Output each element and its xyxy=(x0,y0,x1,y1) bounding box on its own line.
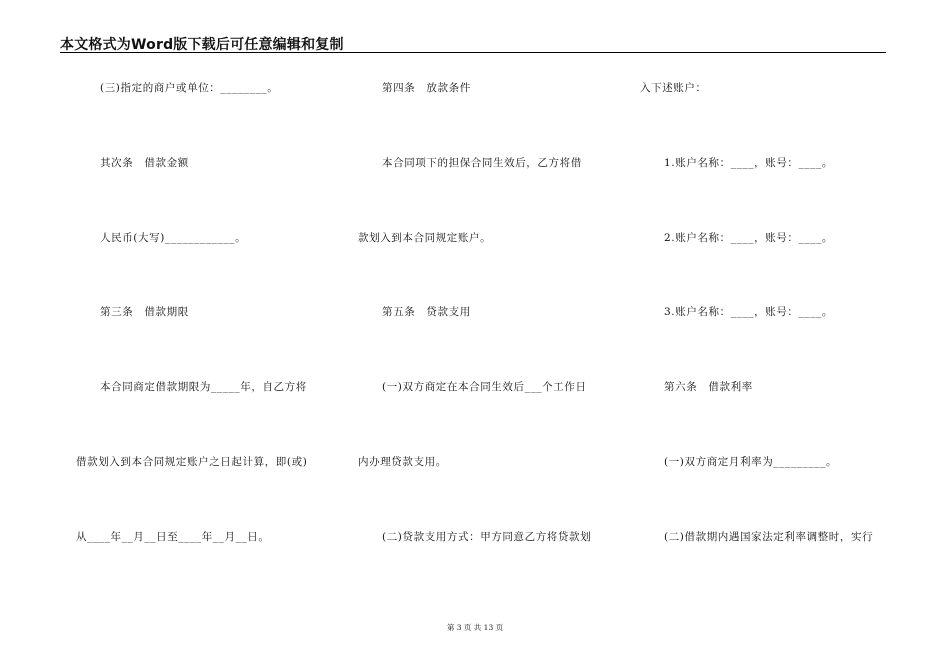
column-3-line-6: (一)双方商定月利率为_________。 xyxy=(664,456,838,468)
column-1-line-1: (三)指定的商户或单位：________。 xyxy=(100,82,279,94)
column-2-line-1: 第四条 放款条件 xyxy=(382,82,471,94)
header-divider xyxy=(60,52,886,53)
column-1-line-5: 本合同商定借款期限为_____年，自乙方将 xyxy=(100,381,307,393)
column-1-line-6: 借款划入到本合同规定账户之日起计算，即(或) xyxy=(76,456,308,468)
column-2-line-7: (二)贷款支用方式：甲方同意乙方将贷款划 xyxy=(382,531,592,543)
column-3-line-2: 1.账户名称：____，账号：____。 xyxy=(664,157,834,169)
column-2-line-4: 第五条 贷款支用 xyxy=(382,306,471,318)
column-2-line-3: 款划入到本合同规定账户。 xyxy=(358,232,492,244)
column-1-line-4: 第三条 借款期限 xyxy=(100,306,189,318)
document-header-title: 本文格式为Word版下载后可任意编辑和复制 xyxy=(60,37,344,53)
column-1-line-7: 从____年__月__日至____年__月__日。 xyxy=(76,531,270,543)
page-number: 第 3 页 共 13 页 xyxy=(446,623,504,632)
column-3-line-7: (二)借款期内遇国家法定利率调整时，实行 xyxy=(664,531,874,543)
column-3-line-4: 3.账户名称：____，账号：____。 xyxy=(664,306,834,318)
column-3-line-5: 第六条 借款利率 xyxy=(664,381,753,393)
column-3-line-1: 入下述账户： xyxy=(640,82,707,94)
column-1-line-3: 人民币(大写)____________。 xyxy=(100,232,247,244)
column-2-line-5: (一)双方商定在本合同生效后___个工作日 xyxy=(382,381,587,393)
column-3-line-3: 2.账户名称：____，账号：____。 xyxy=(664,232,834,244)
column-2-line-6: 内办理贷款支用。 xyxy=(358,456,447,468)
column-1-line-2: 其次条 借款金额 xyxy=(100,157,189,169)
column-2-line-2: 本合同项下的担保合同生效后，乙方将借 xyxy=(382,157,582,169)
